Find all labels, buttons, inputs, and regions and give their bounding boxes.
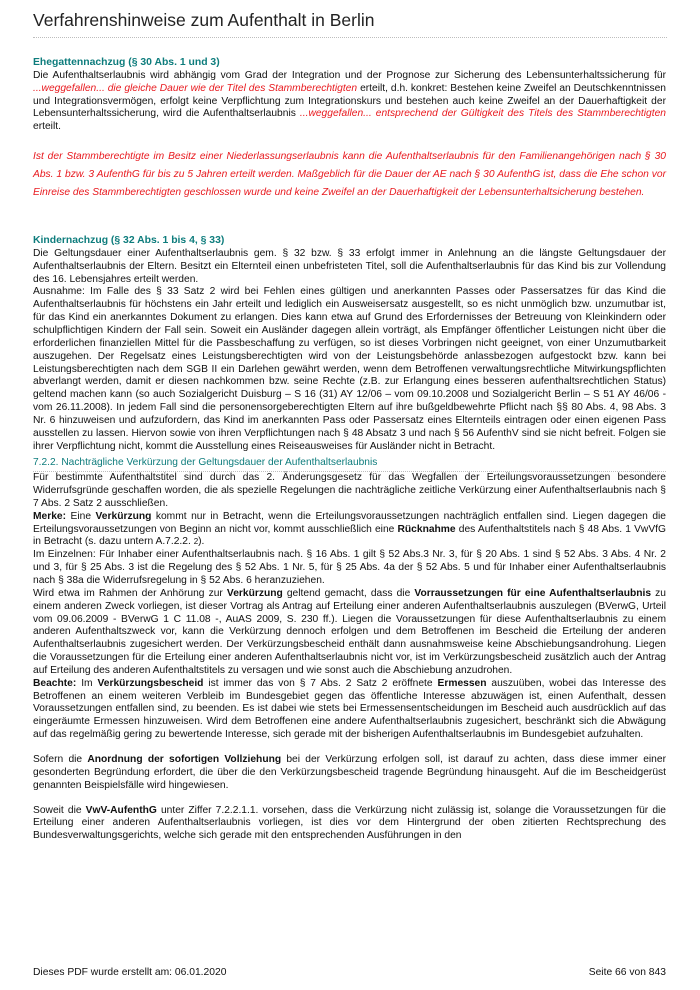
bold-term: Anordnung der sofortigen Vollziehung (87, 753, 282, 765)
red-annotation: ...weggefallen... entsprechend der Gültigkeit des Titels des Stammberechtigten (295, 108, 667, 120)
text-run: geltend gemacht, dass die (282, 587, 415, 599)
text-run: ). (198, 536, 205, 548)
text-run: kommt nur in Betracht, wenn die Erteilungsvoraussetzungen nachträglich entfallen sind. Liegen dagegen die Erteilungsvoraussetzungen von Beginn an nicht vor, kommt ausschließlich eine (33, 510, 666, 535)
text-run: Wird etwa im Rahmen der Anhörung zur (33, 587, 227, 599)
text-run: unter Ziffer 7.2.2.1.1. vorsehen, dass die Verkürzung nicht zulässig ist, solange die Voraussetzungen für die Erteilung einer anderen Aufenthaltserlaubnis vorliegen, ist dies vor dem Hintergrund der oben zitierten Rechtsprechung des Bundesverwaltungsgerichts, welche sich gerade mit den entsprechenden Ausführungen in den (33, 804, 667, 842)
paragraph-merke (33, 511, 666, 550)
text-run: zu einem anderen Zweck vorliegen, ist dieser Vortrag als Antrag auf Erteilung einer anderen Aufenthaltserlaubnis auszulegen (BVerwG, Urteil vom 09.06.2009 - BVerwG 1 C 11.08 -, AuAS 2009, S. 230 ff.). Liegen die Voraussetzungen für diese Aufenthaltserlaubnis zu einem anderen Aufenthaltszweck vor, kann die Verkürzung dennoch erfolgen und dem Betroffenen im Bescheid die Erteilung der anderen Aufenthaltserlaubnis zugesichert werden. Der Verkürzungsbescheid enthält dann ausnahmsweise keine Abschiebungsandrohung. Liegen die Voraussetzungen für die Erteilung einer anderen Aufenthaltserlaubnis nicht vor, ist im Verkürzungsbescheid zusätzlich auch der Antrag auf Erteilung des anderen Aufenthaltstitels zu versagen und wie sonst auch die Abschiebung anzudrohen. (33, 587, 667, 676)
text-run: des Aufenthaltstitels nach § 48 Abs. 1 VwVfG in Betracht (s. dazu untern A.7.2.2. (33, 523, 666, 548)
spacer (33, 742, 666, 754)
text-run: Eine (66, 510, 96, 522)
bold-term: Rücknahme (397, 523, 456, 535)
paragraph: Für bestimmte Aufenthaltstitel sind durch das 2. Änderungsgesetz für das Wegfallen der Erteilungsvoraussetzungen besondere Widerrufsgründe geschaffen worden, die als spezielle Regelungen die nachträgliche zeitliche Verkürzung einer Aufenthaltserlaubnis nach § 7 Abs. 2 Satz 2 ausschließen. (33, 472, 666, 509)
page-number: Seite 66 von 843 (588, 967, 666, 978)
bold-term: Verkürzung (95, 510, 152, 522)
red-paragraph: Ist der Stammberechtigte im Besitz einer Niederlassungserlaubnis kann die Aufenthaltserlaubnis für den Familienangehörigen nach § 30 Abs. 1 bzw. 3 AufenthG für bis zu 5 Jahren erteilt werden. Maßgeblich für die Dauer der AE nach § 30 AufenthG ist, dass die Ehe schon vor Einreise des Stammberechtigten geschlossen wurde und keine Zweifel an der Dauerhaftigkeit der Lebensunterhaltsicherung bestehen. (33, 151, 666, 199)
page-footer (33, 967, 666, 978)
bold-term: Verkürzungsbescheid (97, 677, 204, 689)
paragraph-beachte (33, 678, 666, 742)
paragraph (33, 70, 666, 134)
page-title: Verfahrenshinweise zum Aufenthalt in Berlin (33, 10, 667, 38)
bold-term: Verkürzung (226, 587, 283, 599)
spacer (33, 793, 666, 805)
text-run: Soweit die (33, 804, 86, 816)
text-run: erteilt, d.h. konkret: Bestehen keine Zweifel an Deutschkenntnissen und Integrationsvermögen, erfolgt keine Verpflichtung zum Integrationskurs und bestehen auch keine Zweifel an der Dauerhaftigkeit der Lebensunterhaltssicherung, wird die Aufenthaltserlaubnis (33, 82, 666, 120)
text-run: Die Aufenthaltserlaubnis wird abhängig vom Grad der Integration und der Prognose zur Sicherung des Lebensunterhaltssicherung für (33, 69, 666, 81)
text-run: Im (76, 677, 98, 689)
text-run: bei der Verkürzung erfolgen soll, ist darauf zu achten, dass diese immer einer gesonderten Begründung erfordert, die über die den Verkürzungsbescheid tragende Begründung hinausgeht. Auf die im Bescheidgerüst genannten Beispielsfälle wird hingewiesen. (33, 753, 666, 791)
red-annotation: ...weggefallen... die gleiche Dauer wie der Titel des Stammberechtigten (33, 82, 358, 94)
small-text: 2 (193, 537, 199, 547)
section-heading-ehegattennachzug: Ehegattennachzug (§ 30 Abs. 1 und 3) (33, 57, 220, 68)
subsection-heading: 7.2.2. Nachträgliche Verkürzung der Geltungsdauer der Aufenthaltserlaubnis (33, 457, 666, 472)
text-run: Sofern die (33, 753, 88, 765)
creation-date: Dieses PDF wurde erstellt am: 06.01.2020 (33, 967, 227, 978)
section-heading-kindernachzug: Kindernachzug (§ 32 Abs. 1 bis 4, § 33) (33, 235, 225, 247)
paragraph: Im Einzelnen: Für Inhaber einer Aufenthaltserlaubnis nach. § 16 Abs. 1 gilt § 52 Abs.3 Nr. 3, für § 20 Abs. 1 sind § 52 Abs. 3 Abs. 4 Nr. 2 und 3, für § 25 Abs. 3 ist die Regelung des § 52 Abs. 1 Nr. 5, für § 25 Abs. 4a der § 52 Abs. 5 und für Inhaber einer Aufenthaltserlaubnis nach § 38a die Widerrufsregelung in § 52 Abs. 6 heranzuziehen. (33, 549, 666, 586)
text-run: ist immer das von § 7 Abs. 2 Satz 2 eröffnete (203, 677, 438, 689)
text-run: erteilt. (33, 121, 61, 133)
bold-term: Vorraussetzungen für eine Aufenthaltserlaubnis (414, 587, 652, 599)
text-run: auszuüben, wobei das Interesse des Betroffenen an einem weiteren Verbleib im Bundesgebiet gegen das öffentliche Interesse abzuwägen ist, einen Aufenthalt, dessen Voraussetzungen entfallen sind, zu beenden. Es ist dabei wie stets bei Ermessensentscheidungen im Bescheid auch ausdrücklich auf das eingeräumte Ermessen hinzuweisen. Wird dem Betroffenen eine andere Aufenthaltserlaubnis zugesichert, beschränkt sich die Abwägung auf das regelmäßig gering zu bewertende Interesse, sich gerade mit der bisherigen Aufenthaltserlaubnis im Bundesgebiet aufzuhalten. (33, 677, 666, 741)
paragraph: Die Geltungsdauer einer Aufenthaltserlaubnis gem. § 32 bzw. § 33 erfolgt immer in Anlehnung an die längste Geltungsdauer der Aufenthaltserlaubnis der Eltern. Besitzt ein Elternteil einen unbefristeten Titel, soll die Aufenthaltserlaubnis für das Kind bis zur Vollendung des 16. Lebensjahres erteilt werden. (33, 247, 666, 285)
paragraph: Ausnahme: Im Falle des § 33 Satz 2 wird bei Fehlen eines gültigen und anerkannten Passes oder Passersatzes für das Kind die Aufenthaltserlaubnis für höchstens ein Jahr erteilt und lediglich ein Ausweisersatz ausgestellt, so es nicht unmöglich bzw. unzumutbar ist, für das Kind ein anerkanntes Dokument zu erlangen. Dies kann etwa auf Grund des Erfordernisses der Betreuung von Kleinkindern oder schulpflichtigen Kindern der Fall sein. Soweit ein Ausländer dagegen allein vorträgt, als Empfänger öffentlicher Leistungen nicht über die erforderlichen finanziellen Mittel für die Passbeschaffung zu verfügen, so ist dieses Vorbringen nicht geeignet, von einer Unzumutbarkeit auszugehen. Der Regelsatz eines Leistungsberechtigten wird von der Leistungsbehörde anlassbezogen aufgestockt bzw. kann bei Leistungsberechtigten nach dem SGB II ein Darlehen gewährt werden, wenn dem Betroffenen verwaltungsrechtliche Mitwirkungspflichten abverlangt werden, damit er diesen nachkommen bzw. seine Rechte (z.B. zur Erlangung eines besseren aufenthaltsrechtlichen Status) geltend machen kann (so auch Sozialgericht Duisburg – S 16 (31) AY 12/06 – vom 09.10.2008 und Sozialgericht Berlin – S 51 AY 46/06 - vom 26.11.2008). In jedem Fall sind die personensorgeberechtigten Eltern auf ihre bußgeldbewehrte Pflicht nach §§ 80 Abs. 4, 98 Abs. 3 Nr. 6 hinzuweisen und aufzufordern, das Kind im anerkannten Pass oder Passersatz eines Elternteils eintragen oder einen eigenen Pass ausstellen zu lassen. Hiervon sowie von ihren Verpflichtungen nach § 48 Absatz 3 und nach § 56 AufenthV sind sie nicht befreit. Folgen sie ihrer Verpflichtung nicht, kommt die Ausstellung eines Reiseausweises für Ausländer nicht in Betracht. (33, 286, 666, 452)
bold-label: Merke: (33, 510, 67, 522)
bold-label: Beachte: (33, 677, 77, 689)
paragraph (33, 805, 666, 844)
bold-term: VwV-AufenthG (85, 804, 157, 816)
paragraph (33, 588, 666, 678)
document-body (33, 57, 666, 843)
bold-term: Ermessen (437, 677, 487, 689)
spacer (33, 202, 666, 235)
paragraph (33, 754, 666, 793)
